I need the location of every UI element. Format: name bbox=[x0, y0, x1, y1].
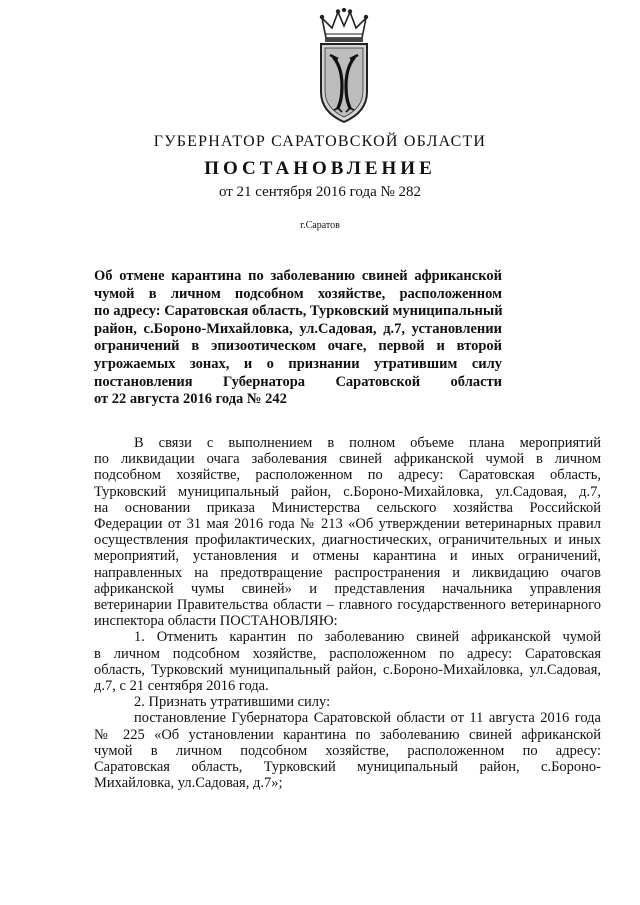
body-line: подсобном хозяйстве, расположенном по адресу: Саратовская область, bbox=[94, 467, 601, 484]
subject-line: постановления Губернатора Саратовской области bbox=[94, 373, 502, 390]
body-line: осуществления профилактических, диагностических, ограничительных и иных bbox=[94, 532, 601, 549]
body-line: постановление Губернатора Саратовской области от 11 августа 2016 года bbox=[134, 710, 601, 727]
document-subject bbox=[94, 268, 502, 409]
body-line: на основании приказа Министерства сельского хозяйства Российской bbox=[94, 499, 601, 516]
body-line: ветеринарии Правительства области – главного государственного ветеринарного bbox=[94, 597, 601, 614]
body-line: в личном подсобном хозяйстве, расположенном по адресу: Саратовская bbox=[94, 645, 601, 662]
subject-line: от 22 августа 2016 года № 242 bbox=[94, 391, 287, 408]
body-line: область, Турковский муниципальный район, с.Бороно-Михайловка, ул.Садовая, bbox=[94, 661, 601, 678]
body-line: 1. Отменить карантин по заболеванию свиней африканской чумой bbox=[134, 629, 601, 646]
body-line: направленных на предотвращение распространения и ликвидацию очагов bbox=[94, 564, 601, 581]
body-line: африканской чумы свиней» и представления начальника управления bbox=[94, 580, 601, 597]
document-type-title: ПОСТАНОВЛЕНИЕ bbox=[204, 158, 436, 179]
city-name: г.Саратов bbox=[300, 220, 340, 231]
subject-line: Об отмене карантина по заболеванию свиней африканской bbox=[94, 268, 502, 284]
subject-line: по адресу: Саратовская область, Турковский муниципальный bbox=[94, 303, 503, 320]
subject-line: чумой в личном подсобном хозяйстве, расположенном bbox=[94, 285, 502, 302]
subject-line: ограничений в эпизоотическом очаге, первой и второй bbox=[94, 338, 502, 355]
body-line: Саратовская область, Турковский муниципальный район, с.Бороно- bbox=[94, 759, 601, 776]
body-line: Михайловка, ул.Садовая, д.7»; bbox=[94, 775, 283, 792]
body-line: В связи с выполнением в полном объеме плана мероприятий bbox=[134, 435, 601, 451]
body-line: Федерации от 31 мая 2016 года № 213 «Об утверждении ветеринарных правил bbox=[94, 516, 601, 533]
body-line: инспектора области ПОСТАНОВЛЯЮ: bbox=[94, 613, 338, 630]
coat-of-arms-icon bbox=[312, 8, 376, 126]
authority-heading: ГУБЕРНАТОР САРАТОВСКОЙ ОБЛАСТИ bbox=[153, 133, 487, 150]
body-line: Турковский муниципальный район, с.Бороно-Михайловка, ул.Садовая, д.7, bbox=[94, 483, 601, 500]
body-line: д.7, с 21 сентября 2016 года. bbox=[94, 678, 269, 695]
date-and-number: от 21 сентября 2016 года № 282 bbox=[218, 184, 422, 200]
body-line: мероприятий, установления и отмены карантина и иных ограничений, bbox=[94, 548, 601, 565]
subject-line: район, с.Бороно-Михайловка, ул.Садовая, д.7, установлении bbox=[94, 320, 502, 337]
body-line: № 225 «Об установлении карантина по заболеванию свиней африканской bbox=[94, 726, 601, 743]
subject-line: угрожаемых зонах, и о признании утратившим силу bbox=[94, 355, 502, 372]
document-body bbox=[94, 435, 601, 791]
body-line: по ликвидации очага заболевания свиней африканской чумой в личном bbox=[94, 451, 601, 468]
body-line: 2. Признать утратившими силу: bbox=[134, 694, 331, 711]
body-line: чумой в личном подсобном хозяйстве, расположенном по адресу: bbox=[94, 742, 601, 759]
